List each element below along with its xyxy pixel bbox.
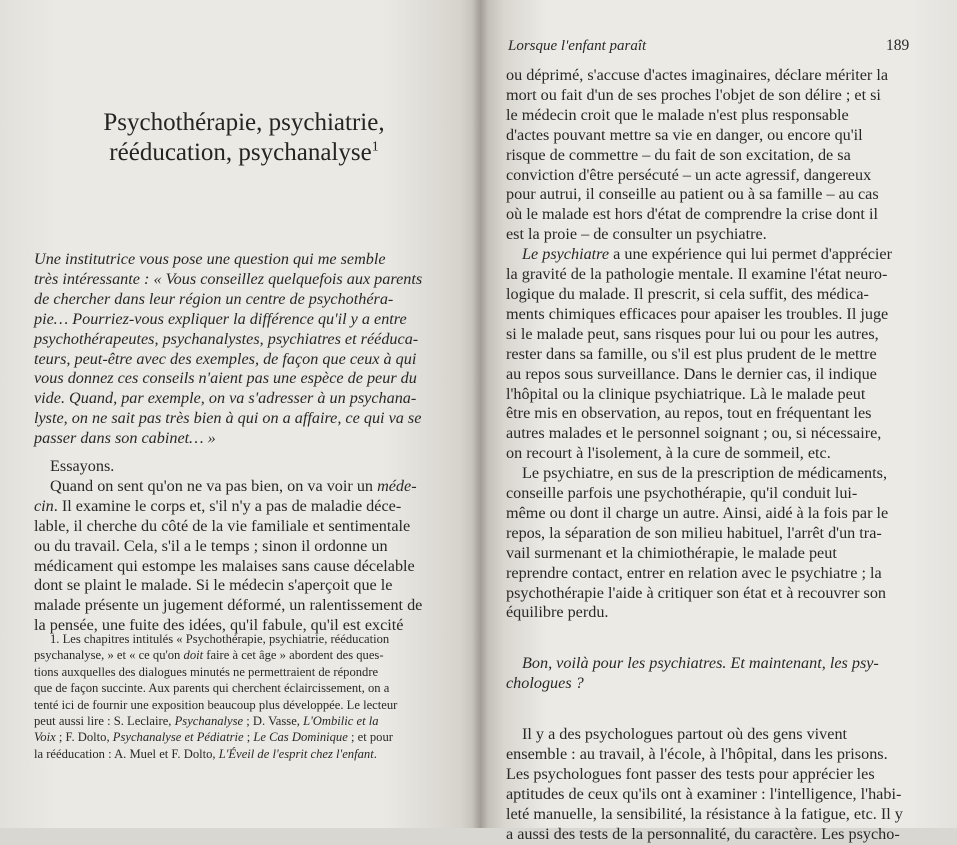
body-line: l'hôpital ou la clinique psychiatrique. Là le malade peut xyxy=(506,384,866,403)
body-text-span: . Il examine le corps et, s'il n'y a pas de maladie déce- xyxy=(53,496,402,515)
body-italic-span: méde- xyxy=(377,476,417,495)
footnote-span: psychanalyse, » et « ce qu'on xyxy=(34,648,184,663)
intro-line: teurs, peut-être avec des exemples, de façon que ceux à qui xyxy=(34,349,417,368)
running-head: Lorsque l'enfant paraît xyxy=(508,38,647,54)
footnote-line xyxy=(34,713,445,729)
body-line: si le malade peut, sans risques pour lui ou pour les autres, xyxy=(506,324,879,343)
body-line: la gravité de la pathologie mentale. Il examine l'état neuro- xyxy=(506,265,888,284)
body-line: ments chimiques efficaces pour apaiser les troubles. Il juge xyxy=(506,304,889,323)
body-text-span: Quand on sent qu'on ne va pas bien, on va voir un xyxy=(50,476,378,495)
body-line: ou du travail. Cela, s'il a le temps ; sinon il ordonne un xyxy=(34,536,388,555)
footnote-italic-span: Psychanalyse xyxy=(174,714,244,729)
intro-question xyxy=(34,250,445,449)
footnote-line: que de façon succinte. Aux parents qui cherchent éclaircissement, on a xyxy=(34,681,390,696)
spacer xyxy=(506,623,918,654)
footnote-italic-span: Le Cas Dominique xyxy=(253,730,348,745)
chapter-title-line-2-text: rééducation, psychanalyse xyxy=(109,139,372,166)
footnote-span: faire à cet âge » abordent des ques- xyxy=(203,648,384,663)
right-body-text xyxy=(506,66,918,845)
body-line: aptitudes de ceux qu'ils ont à examiner : l'intelligence, l'habi- xyxy=(506,784,902,803)
footnote-span: la rééducation : A. Muel et F. Dolto, xyxy=(34,746,219,761)
body-line: logique du malade. Il prescrit, si cela suffit, des médica- xyxy=(506,284,869,303)
intro-line: vous donnez ces conseils n'aient pas une espèce de peur du xyxy=(34,369,417,388)
spacer xyxy=(506,694,918,725)
footnote-line xyxy=(34,647,445,663)
body-line: pour autrui, il conseille au patient ou à sa famille – au cas xyxy=(506,185,879,204)
footnote-italic-span: L'Ombilic et la xyxy=(303,714,379,729)
question-line: chologues ? xyxy=(506,674,584,693)
body-line: Il y a des psychologues partout où des gens vivent xyxy=(522,725,848,744)
body-line: est la proie – de consulter un psychiatre. xyxy=(506,225,767,244)
body-line: ensemble : au travail, à l'école, à l'hôpital, dans les prisons. xyxy=(506,745,888,764)
footnote xyxy=(34,631,445,762)
footnote-span: ; xyxy=(243,730,254,745)
body-line: risque de commettre – du fait de son excitation, de sa xyxy=(506,145,851,164)
footnote-line: tenté ici de fournir une exposition beaucoup plus développée. Le lecteur xyxy=(34,697,398,712)
footnote-italic-span: Psychanalyse et Pédiatrie xyxy=(112,730,244,745)
body-line: d'actes pouvant mettre sa vie en danger, ou encore qu'il xyxy=(506,125,863,144)
intro-line: pie… Pourriez-vous expliquer la différence qu'il y a entre xyxy=(34,309,407,328)
book-gutter xyxy=(472,0,488,828)
body-line: dont se plaint le malade. Si le médecin s'aperçoit que le xyxy=(34,576,393,595)
body-line: Le psychiatre, en sus de la prescription de médicaments, xyxy=(522,464,887,483)
footnote-italic-span: L'Éveil de l'esprit chez l'enfant xyxy=(218,746,374,761)
body-line: reprendre contact, entrer en relation avec le psychiatre ; la xyxy=(506,563,882,582)
footnote-span: . xyxy=(373,746,377,761)
body-line: a aussi des tests de la personnalité, du caractère. Les psycho- xyxy=(506,824,900,843)
footnote-line xyxy=(34,729,445,745)
footnote-line xyxy=(34,746,445,762)
body-line xyxy=(506,245,918,265)
intro-line: lyste, on ne sait pas très bien à qui on a affaire, ce qui va se xyxy=(34,409,422,428)
left-body-text xyxy=(34,457,445,636)
essayons-line: Essayons. xyxy=(50,457,115,475)
body-line: repos, la séparation de son milieu habituel, l'arrêt d'un tra- xyxy=(506,523,882,542)
body-line xyxy=(34,497,445,517)
body-line: la pensée, une fuite des idées, qu'il fabule, qu'il est excité xyxy=(34,616,404,635)
footnote-italic-span: doit xyxy=(183,648,204,663)
body-line: médicament qui estompe les malaises sans cause décelable xyxy=(34,556,415,575)
footnote-line: 1. Les chapitres intitulés « Psychothérapie, psychiatrie, rééducation xyxy=(50,632,390,646)
body-line: où le malade est hors d'état de comprendre la crise dont il xyxy=(506,205,878,224)
body-italic-span: Le psychiatre xyxy=(522,245,610,264)
body-line: le médecin croit que le malade n'est plus responsable xyxy=(506,105,849,124)
body-line: conviction d'être persécuté – un acte agressif, dangereux xyxy=(506,165,872,184)
footnote-span: ; D. Vasse, xyxy=(243,714,304,729)
intro-line: Une institutrice vous pose une question qui me semble xyxy=(34,250,386,268)
body-line: rester dans sa famille, ou s'il est plus prudent de le mettre xyxy=(506,344,877,363)
intro-line: très intéressante : « Vous conseillez quelquefois aux parents xyxy=(34,269,423,288)
left-page xyxy=(0,0,480,828)
body-line: malade présente un jugement déformé, un ralentissement de xyxy=(34,596,423,615)
body-line: on recourt à l'isolement, à la cure de sommeil, etc. xyxy=(506,444,831,463)
body-line: mort ou fait d'un de ses proches l'objet de son délire ; et si xyxy=(506,85,881,104)
footnote-line: tions auxquelles des dialogues minutés ne permettraient de répondre xyxy=(34,664,379,679)
body-line xyxy=(34,477,445,497)
body-line: vail surmenant et la chimiothérapie, le malade peut xyxy=(506,543,837,562)
intro-line: vide. Quand, par exemple, on va s'adresser à un psychana- xyxy=(34,389,417,408)
footnote-span: peut aussi lire : S. Leclaire, xyxy=(34,714,175,729)
question-line: Bon, voilà pour les psychiatres. Et maintenant, les psy- xyxy=(522,654,879,673)
body-line: équilibre perdu. xyxy=(506,603,609,622)
body-line: être mis en observation, au repos, tout en fréquentant les xyxy=(506,404,872,423)
body-line: lable, il cherche du côté de la vie familiale et sentimentale xyxy=(34,516,411,535)
footnote-reference: 1 xyxy=(371,139,379,155)
body-italic-span: cin xyxy=(34,496,54,515)
chapter-title-line-1: Psychothérapie, psychiatrie, xyxy=(103,109,385,136)
body-text-span: a une expérience qui lui permet d'apprécier xyxy=(609,245,892,264)
body-line: au repos sous surveillance. Dans le dernier cas, il indique xyxy=(506,364,877,383)
footnote-span: ; et pour xyxy=(347,730,393,745)
body-line: leté manuelle, la sensibilité, la résistance à la fatigue, etc. Il y xyxy=(506,804,903,823)
page-number: 189 xyxy=(886,37,910,54)
body-line: psychothérapie l'aide à critiquer son état et à recouvrer son xyxy=(506,583,887,602)
intro-line: psychothérapeutes, psychanalystes, psychiatres et rééduca- xyxy=(34,329,419,348)
body-line: Les psychologues font passer des tests pour apprécier les xyxy=(506,765,875,783)
intro-line: passer dans son cabinet… » xyxy=(34,429,216,448)
footnote-italic-span: Voix xyxy=(34,730,56,745)
body-line: autres malades et le personnel soignant ; ou, si nécessaire, xyxy=(506,424,882,443)
body-line: ou déprimé, s'accuse d'actes imaginaires, déclare mériter la xyxy=(506,66,889,84)
footnote-span: ; F. Dolto, xyxy=(55,730,113,745)
body-line: même ou dont il charge un autre. Ainsi, aidé à la fois par le xyxy=(506,503,889,522)
intro-line: de chercher dans leur région un centre de psychothéra- xyxy=(34,289,394,308)
chapter-title xyxy=(40,108,448,168)
chapter-title-line-2 xyxy=(40,138,448,168)
body-line: conseille parfois une psychothérapie, qu'il conduit lui- xyxy=(506,484,858,503)
